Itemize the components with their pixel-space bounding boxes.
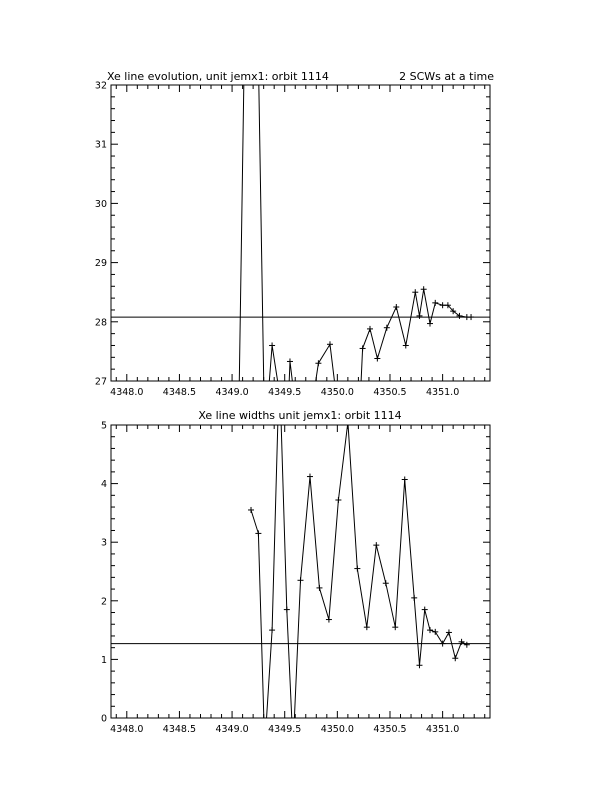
chart-top-title: Xe line evolution, unit jemx1: orbit 1114 — [107, 70, 329, 83]
chart-bottom-x-tick-label: 4350.0 — [320, 724, 354, 735]
chart-top-x-tick-label: 4350.5 — [373, 387, 407, 398]
chart-bottom-data-point — [452, 655, 458, 661]
chart-bottom-ticks — [111, 425, 490, 718]
chart-top — [95, 0, 494, 440]
chart-bottom-data-point — [298, 577, 304, 583]
chart-top-frame — [111, 85, 490, 381]
chart-top-y-tick-label: 32 — [94, 80, 107, 92]
chart-bottom-data-point — [446, 629, 452, 635]
chart-bottom-data-point — [354, 566, 360, 572]
chart-top-data-point — [468, 314, 474, 320]
chart-bottom-frame — [111, 425, 490, 718]
chart-bottom-data-point — [326, 617, 332, 623]
chart-bottom-data-point — [464, 642, 470, 648]
chart-top-data-point — [416, 313, 422, 319]
chart-top-data-point — [374, 356, 380, 362]
chart-bottom-data-point — [402, 476, 408, 482]
chart-bottom-data-point — [364, 624, 370, 630]
chart-top-x-tick-label: 4348.0 — [110, 387, 144, 398]
chart-top-y-tick-labels — [95, 81, 107, 388]
chart-top-data-point — [412, 289, 418, 295]
chart-top-data-point — [327, 341, 333, 347]
chart-bottom-data-point — [432, 629, 438, 635]
chart-bottom-y-tick-label: 1 — [100, 654, 107, 666]
chart-top-data-point — [367, 326, 373, 332]
chart-bottom-series-line — [251, 366, 467, 747]
chart-bottom-data-point — [316, 585, 322, 591]
chart-top-data-point — [384, 325, 390, 331]
chart-bottom-x-tick-label: 4348.0 — [110, 724, 144, 735]
chart-top-series — [238, 0, 474, 440]
chart-top-x-tick-label: 4350.0 — [320, 387, 354, 398]
chart-top-ticks — [111, 85, 490, 381]
chart-bottom-x-tick-label: 4349.0 — [215, 724, 249, 735]
chart-bottom-data-point — [422, 607, 428, 613]
chart-top-data-point — [427, 321, 433, 327]
chart-top-y-tick-label: 29 — [94, 258, 107, 270]
chart-top-data-point — [393, 304, 399, 310]
chart-top-data-point — [287, 358, 293, 364]
chart-top-x-tick-labels — [110, 387, 459, 398]
chart-top-series-line — [238, 0, 471, 440]
chart-bottom-x-tick-label: 4349.5 — [268, 724, 302, 735]
chart-top-x-tick-label: 4348.5 — [162, 387, 197, 398]
chart-top-y-tick-label: 27 — [94, 376, 107, 388]
chart-bottom-y-tick-label: 2 — [100, 596, 107, 608]
chart-top-data-point — [315, 360, 321, 366]
chart-top-data-point — [432, 300, 438, 306]
chart-bottom-data-point — [335, 497, 341, 503]
chart-top-data-point — [421, 286, 427, 292]
chart-bottom-data-point — [427, 627, 433, 633]
chart-top-subtitle: 2 SCWs at a time — [399, 70, 494, 83]
chart-top-x-tick-label: 4351.0 — [426, 387, 460, 398]
chart-bottom-y-tick-label: 5 — [100, 420, 107, 432]
chart-bottom-y-tick-label: 4 — [100, 479, 107, 491]
chart-bottom-data-point — [416, 662, 422, 668]
chart-bottom-data-point — [411, 595, 417, 601]
chart-top-data-point — [403, 342, 409, 348]
chart-bottom-data-point — [269, 627, 275, 633]
chart-bottom-data-point — [248, 507, 254, 513]
chart-bottom-data-point — [373, 542, 379, 548]
chart-bottom-y-tick-labels — [101, 421, 107, 725]
chart-top-data-point — [360, 345, 366, 351]
chart-bottom-y-tick-label: 3 — [100, 537, 107, 549]
chart-bottom-data-point — [284, 607, 290, 613]
chart-top-data-point — [440, 302, 446, 308]
chart-bottom-data-point — [383, 580, 389, 586]
chart-bottom-x-tick-label: 4348.5 — [162, 724, 197, 735]
chart-bottom-x-tick-labels — [110, 724, 459, 735]
chart-top-y-tick-label: 31 — [94, 139, 107, 151]
chart-bottom-y-tick-label: 0 — [100, 713, 107, 725]
chart-bottom-x-tick-label: 4350.5 — [373, 724, 407, 735]
chart-top-x-tick-label: 4349.5 — [268, 387, 302, 398]
chart-top-data-point — [269, 342, 275, 348]
chart-top-y-tick-label: 28 — [94, 317, 107, 329]
chart-bottom — [101, 366, 490, 747]
chart-bottom-series — [248, 366, 470, 747]
chart-bottom-data-point — [255, 530, 261, 536]
chart-bottom-title: Xe line widths unit jemx1: orbit 1114 — [198, 409, 402, 422]
chart-top-y-tick-label: 30 — [94, 198, 107, 210]
chart-top-x-tick-label: 4349.0 — [215, 387, 249, 398]
chart-bottom-x-tick-label: 4351.0 — [426, 724, 460, 735]
chart-bottom-data-point — [307, 474, 313, 480]
chart-bottom-data-point — [440, 641, 446, 647]
chart-bottom-data-point — [392, 624, 398, 630]
